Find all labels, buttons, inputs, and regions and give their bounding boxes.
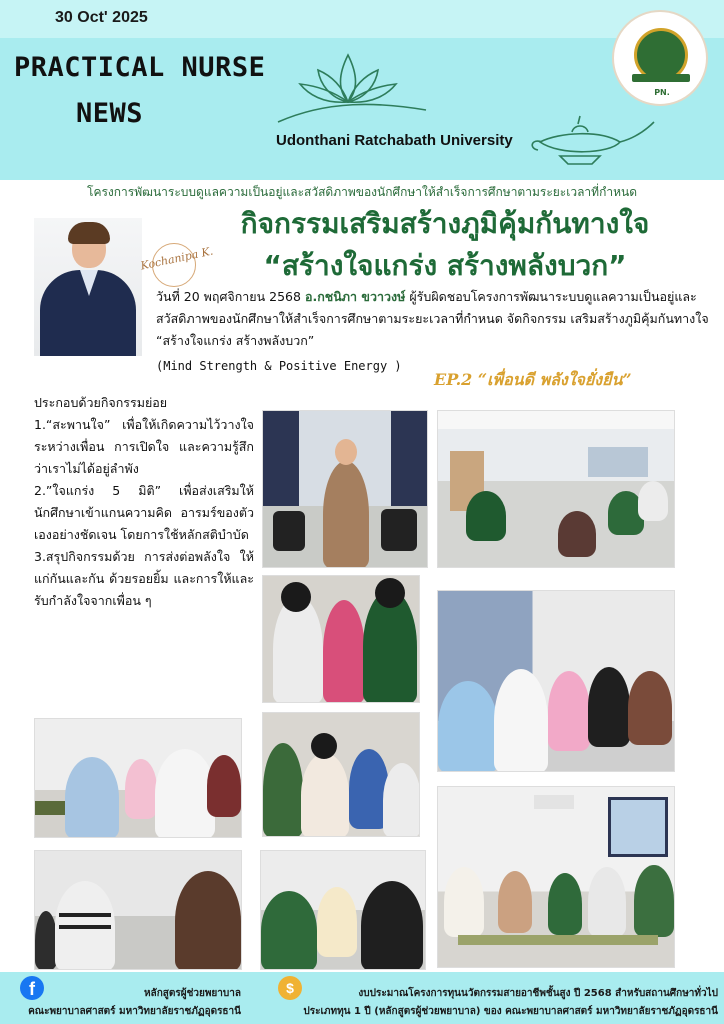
intro-english: (Mind Strength & Positive Energy )	[156, 359, 402, 373]
event-date: วันที่ 20 พฤศจิกายน 2568	[156, 289, 301, 304]
issue-date: 30 Oct' 2025	[55, 9, 148, 26]
photo-students-sitting	[437, 590, 675, 772]
university-name: Udonthani Ratchabath University	[276, 132, 513, 149]
lotus-icon	[268, 40, 428, 130]
intro-paragraph	[156, 286, 712, 352]
headline-subtitle: “สร้างใจแกร่ง สร้างพลังบวก”	[263, 249, 627, 282]
episode-title: EP.2 “เพื่อนดี พลังใจยั่งยืน”	[434, 370, 632, 389]
activities-heading: ประกอบด้วยกิจกรรมย่อย	[34, 395, 168, 410]
logo-label: PN.	[654, 88, 670, 97]
footer-funding: งบประมาณโครงการทุนนวัตกรรมสายอาชีพชั้นสูง ปี 2568 สำหรับสถานศึกษาทั่วไป	[358, 988, 718, 999]
photo-classroom-circle	[437, 410, 675, 568]
activity-item: 1.“สะพานใจ” เพื่อให้เกิดความไว้วางใจระหว่างเพื่อน การเปิดใจ และความรู้สึกว่าเราไม่ได้อยู่ลำพัง	[34, 417, 254, 476]
newsletter-title: PRACTICAL NURSE	[14, 52, 266, 83]
activities-list	[34, 392, 254, 612]
footer-program: หลักสูตรผู้ช่วยพยาบาล	[143, 988, 241, 999]
photo-group-discussion	[262, 712, 420, 837]
headline: กิจกรรมเสริมสร้างภูมิคุ้มกันทางใจ	[240, 207, 650, 240]
photo-students-laughing	[34, 850, 242, 970]
photo-sharing-session	[260, 850, 426, 970]
photo-circle-activity	[437, 786, 675, 968]
footer-funding-detail: ประเภททุน 1 ปี (หลักสูตรผู้ช่วยพยาบาล) ของ คณะพยาบาลศาสตร์ มหาวิทยาลัยราชภัฏอุดรธานี	[303, 1006, 718, 1017]
photo-students-talking	[262, 575, 420, 703]
coin-icon: $	[278, 976, 302, 1000]
signature: Kochanipa K.	[139, 244, 215, 273]
photo-students-pair	[34, 718, 242, 838]
intro-body: ผู้รับผิดชอบโครงการพัฒนาระบบดูแลความเป็นอยู่และสวัสดิภาพของนักศึกษาให้สำเร็จการศึกษาตามระยะเวลาที่กำหนด จัดกิจกรรม เสริมสร้างภูมิคุ้มกันทางใจ “สร้างใจแกร่ง สร้างพลังบวก”	[156, 289, 709, 348]
newsletter-title-line2: NEWS	[76, 98, 144, 129]
activity-item: 3.สรุปกิจกรรมด้วย การส่งต่อพลังใจ ให้แก่กันและกัน ด้วยรอยยิ้ม และการให้และรับกำลังใจจากเพื่อน ๆ	[34, 549, 254, 608]
facebook-icon[interactable]: f	[20, 976, 44, 1000]
footer-faculty: คณะพยาบาลศาสตร์ มหาวิทยาลัยราชภัฏอุดรธานี	[28, 1006, 241, 1017]
project-name: โครงการพัฒนาระบบดูแลความเป็นอยู่และสวัสดิภาพของนักศึกษาให้สำเร็จการศึกษาตามระยะเวลาที่กำหนด	[87, 185, 637, 199]
pn-logo	[612, 10, 708, 106]
logo-banner	[632, 74, 690, 82]
newsletter-footer	[0, 972, 724, 1024]
nursing-lamp-icon	[520, 102, 660, 172]
activity-item: 2.”ใจแกร่ง 5 มิติ” เพื่อส่งเสริมให้นักศึกษาเข้าแกนความคิด อารมร์ของตัวเองอย่างชัดเจน โดยการใช้หลักสติบำบัด	[34, 483, 254, 542]
lecturer-name: อ.กชนิภา ขวาวงษ์	[304, 289, 406, 304]
photo-lecturer-office	[262, 410, 428, 568]
newsletter-header	[0, 0, 724, 180]
lecturer-portrait	[34, 218, 142, 356]
